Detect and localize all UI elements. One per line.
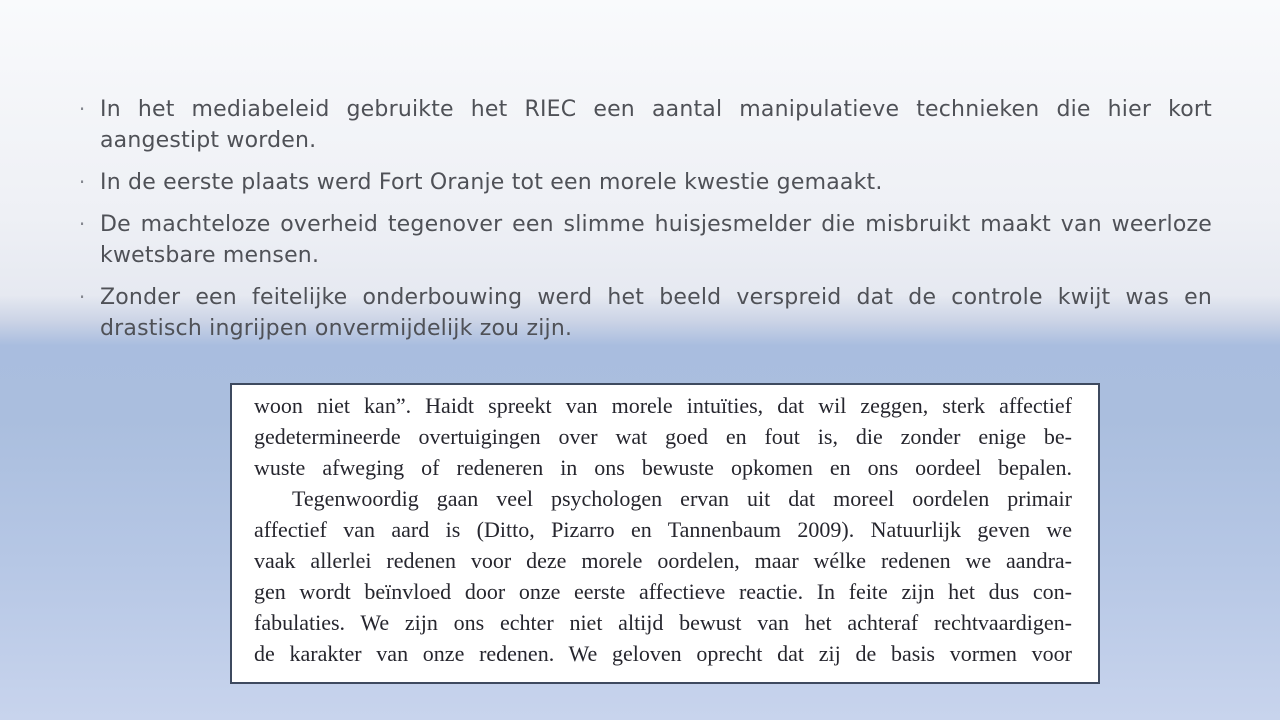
bullet-text: Zonder een feitelijke onderbouwing werd het beeld verspreid dat de controle kwijt was en drastisch ingrijpen onvermijdelijk zou zijn. [100, 285, 1212, 341]
excerpt-line: affectief van aard is (Ditto, Pizarro en Tannenbaum 2009). Natuurlijk geven we [254, 517, 1072, 542]
excerpt-line: de karakter van onze redenen. We geloven oprecht dat zij de basis vormen voor [254, 641, 1072, 666]
excerpt-line: fabulaties. We zijn ons echter niet altijd bewust van het achteraf rechtvaardigen- [254, 610, 1072, 635]
bullet-item [78, 282, 1212, 344]
excerpt-line: Tegenwoordig gaan veel psychologen ervan uit dat moreel oordelen primair [292, 486, 1072, 511]
bullet-list [78, 94, 1212, 355]
bullet-marker-icon: · [78, 97, 86, 121]
bullet-marker-icon: · [78, 170, 86, 194]
bullet-item [78, 167, 1212, 198]
excerpt-line: woon niet kan”. Haidt spreekt van morele intuïties, dat wil zeggen, sterk affectief [254, 393, 1072, 418]
book-excerpt-image [230, 383, 1100, 684]
bullet-text: In de eerste plaats werd Fort Oranje tot een morele kwestie gemaakt. [100, 170, 883, 195]
bullet-marker-icon: · [78, 212, 86, 236]
excerpt-line: wuste afweging of redeneren in ons bewuste opkomen en ons oordeel bepalen. [254, 455, 1072, 480]
bullet-text: In het mediabeleid gebruikte het RIEC een aantal manipulatieve technieken die hier kort aangestipt worden. [100, 97, 1212, 153]
bullet-item [78, 94, 1212, 156]
excerpt-line: vaak allerlei redenen voor deze morele oordelen, maar wélke redenen we aandra- [254, 548, 1072, 573]
bullet-marker-icon: · [78, 285, 86, 309]
bullet-text: De machteloze overheid tegenover een slimme huisjesmelder die misbruikt maakt van weerloze kwetsbare mensen. [100, 212, 1212, 268]
bullet-item [78, 209, 1212, 271]
excerpt-line: gen wordt beïnvloed door onze eerste affectieve reactie. In feite zijn het dus con- [254, 579, 1072, 604]
excerpt-line: gedetermineerde overtuigingen over wat goed en fout is, die zonder enige be- [254, 424, 1072, 449]
